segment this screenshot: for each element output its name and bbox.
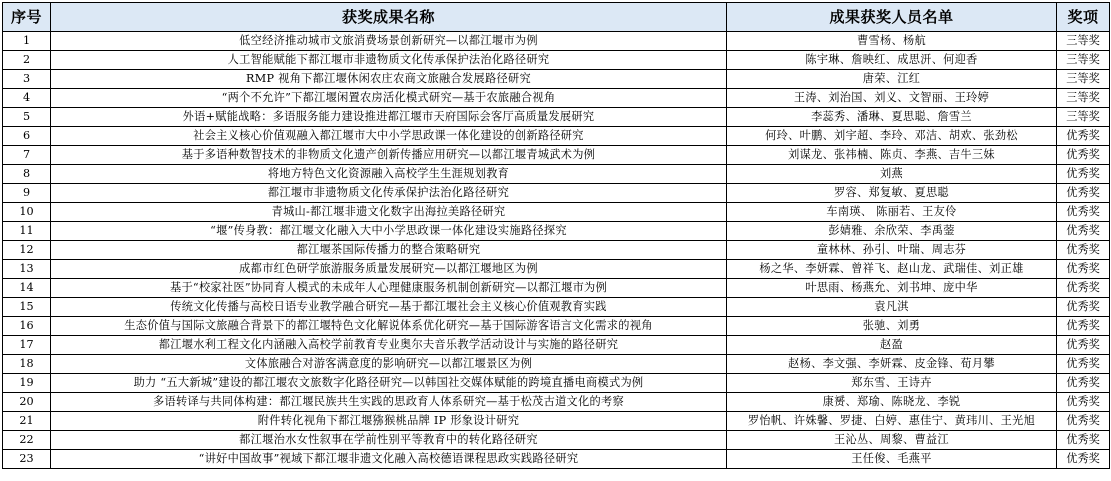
cell-people: 叶思雨、杨燕允、刘书坤、庞中华 <box>727 279 1057 298</box>
table-row <box>3 51 1110 70</box>
table-row <box>3 222 1110 241</box>
cell-title: 社会主义核心价值观融入都江堰市大中小学思政课一体化建设的创新路径研究 <box>51 127 727 146</box>
cell-no: 11 <box>3 222 51 241</box>
table-row <box>3 146 1110 165</box>
awards-table <box>2 2 1110 469</box>
cell-level: 优秀奖 <box>1057 355 1110 374</box>
cell-people: 王任俊、毛燕平 <box>727 450 1057 469</box>
cell-no: 8 <box>3 165 51 184</box>
cell-no: 23 <box>3 450 51 469</box>
cell-no: 5 <box>3 108 51 127</box>
cell-people: 罗怡帆、许姝馨、罗捷、白婷、惠佳宁、黄玮川、王光旭 <box>727 412 1057 431</box>
header-row <box>3 3 1110 32</box>
cell-people: 杨之华、李妍霖、曾祥飞、赵山龙、武瑞佳、刘正雄 <box>727 260 1057 279</box>
table-row <box>3 32 1110 51</box>
cell-title: 多语转译与共同体构建：都江堰民族共生实践的思政育人体系研究—基于松茂古道文化的考察 <box>51 393 727 412</box>
cell-level: 优秀奖 <box>1057 317 1110 336</box>
cell-no: 18 <box>3 355 51 374</box>
cell-level: 优秀奖 <box>1057 431 1110 450</box>
cell-people: 何玲、叶鹏、刘宇超、李玲、邓洁、胡欢、张劲松 <box>727 127 1057 146</box>
cell-people: 赵杨、李文强、李妍霖、皮金锋、荀月攀 <box>727 355 1057 374</box>
cell-level: 优秀奖 <box>1057 393 1110 412</box>
cell-level: 优秀奖 <box>1057 336 1110 355</box>
header-people: 成果获奖人员名单 <box>727 3 1057 32</box>
cell-title: 成都市红色研学旅游服务质量发展研究—以都江堰地区为例 <box>51 260 727 279</box>
cell-title: 都江堰治水女性叙事在学前性别平等教育中的转化路径研究 <box>51 431 727 450</box>
cell-people: 郑东雪、王诗卉 <box>727 374 1057 393</box>
cell-level: 三等奖 <box>1057 108 1110 127</box>
cell-no: 6 <box>3 127 51 146</box>
table-row <box>3 374 1110 393</box>
cell-no: 19 <box>3 374 51 393</box>
cell-level: 优秀奖 <box>1057 241 1110 260</box>
cell-people: 罗容、郑复敏、夏思聪 <box>727 184 1057 203</box>
cell-level: 优秀奖 <box>1057 450 1110 469</box>
cell-people: 曹雪杨、杨航 <box>727 32 1057 51</box>
cell-title: “讲好中国故事”视域下都江堰非遗文化融入高校德语课程思政实践路径研究 <box>51 450 727 469</box>
table-row <box>3 317 1110 336</box>
cell-level: 优秀奖 <box>1057 260 1110 279</box>
cell-people: 王沁丛、周黎、曹益江 <box>727 431 1057 450</box>
cell-no: 2 <box>3 51 51 70</box>
cell-no: 13 <box>3 260 51 279</box>
table-row <box>3 203 1110 222</box>
table-row <box>3 355 1110 374</box>
cell-no: 4 <box>3 89 51 108</box>
cell-no: 7 <box>3 146 51 165</box>
table-row <box>3 184 1110 203</box>
cell-level: 优秀奖 <box>1057 222 1110 241</box>
cell-no: 12 <box>3 241 51 260</box>
cell-people: 唐荣、江红 <box>727 70 1057 89</box>
cell-title: 外语+赋能战略：多语服务能力建设推进都江堰市天府国际会客厅高质量发展研究 <box>51 108 727 127</box>
cell-title: “堰”传身教：都江堰文化融入大中小学思政课一体化建设实施路径探究 <box>51 222 727 241</box>
cell-people: 刘燕 <box>727 165 1057 184</box>
cell-people: 康赟、郑瑜、陈晓龙、李锐 <box>727 393 1057 412</box>
cell-people: 刘谋龙、张祎楠、陈贞、李燕、吉牛三妹 <box>727 146 1057 165</box>
cell-level: 优秀奖 <box>1057 298 1110 317</box>
header-title: 获奖成果名称 <box>51 3 727 32</box>
cell-level: 优秀奖 <box>1057 279 1110 298</box>
cell-title: 都江堰市非遗物质文化传承保护法治化路径研究 <box>51 184 727 203</box>
table-row <box>3 241 1110 260</box>
cell-people: 陈宇琳、詹映红、成思汧、何迎香 <box>727 51 1057 70</box>
awards-document <box>2 2 1109 479</box>
cell-no: 15 <box>3 298 51 317</box>
cell-no: 21 <box>3 412 51 431</box>
cell-people: 彭婧雅、余欣荣、李禹蓥 <box>727 222 1057 241</box>
cell-level: 优秀奖 <box>1057 412 1110 431</box>
cell-people: 王涛、刘治国、刘义、文智丽、王玲婷 <box>727 89 1057 108</box>
cell-level: 优秀奖 <box>1057 203 1110 222</box>
table-row <box>3 298 1110 317</box>
cell-level: 优秀奖 <box>1057 184 1110 203</box>
cell-title: 附件转化视角下都江堰猕猴桃品牌 IP 形象设计研究 <box>51 412 727 431</box>
cell-level: 三等奖 <box>1057 51 1110 70</box>
cell-level: 三等奖 <box>1057 70 1110 89</box>
header-no: 序号 <box>3 3 51 32</box>
cell-no: 14 <box>3 279 51 298</box>
cell-title: 生态价值与国际文旅融合背景下的都江堰特色文化解说体系优化研究—基于国际游客语言文化需求的视角 <box>51 317 727 336</box>
cell-title: 助力 “五大新城”建设的都江堰农文旅数字化路径研究—以韩国社交媒体赋能的跨境直播电商模式为例 <box>51 374 727 393</box>
cell-title: “两个不允许”下都江堰闲置农房活化模式研究—基于农旅融合视角 <box>51 89 727 108</box>
table-row <box>3 336 1110 355</box>
cell-title: 将地方特色文化资源融入高校学生生涯规划教育 <box>51 165 727 184</box>
cell-no: 22 <box>3 431 51 450</box>
cell-no: 3 <box>3 70 51 89</box>
table-row <box>3 412 1110 431</box>
table-row <box>3 393 1110 412</box>
cell-level: 优秀奖 <box>1057 374 1110 393</box>
table-row <box>3 70 1110 89</box>
cell-no: 16 <box>3 317 51 336</box>
cell-people: 童林林、孙引、叶瑞、周志芬 <box>727 241 1057 260</box>
cell-people: 张驰、刘勇 <box>727 317 1057 336</box>
table-row <box>3 89 1110 108</box>
cell-level: 优秀奖 <box>1057 146 1110 165</box>
cell-level: 优秀奖 <box>1057 165 1110 184</box>
cell-no: 10 <box>3 203 51 222</box>
header-level: 奖项 <box>1057 3 1110 32</box>
cell-level: 三等奖 <box>1057 89 1110 108</box>
table-body <box>3 32 1110 469</box>
cell-no: 17 <box>3 336 51 355</box>
cell-title: RMP 视角下都江堰休闲农庄农商文旅融合发展路径研究 <box>51 70 727 89</box>
cell-people: 李蕊秀、潘琳、夏思聪、詹雪兰 <box>727 108 1057 127</box>
table-row <box>3 108 1110 127</box>
cell-title: 低空经济推动城市文旅消费场景创新研究—以都江堰市为例 <box>51 32 727 51</box>
table-row <box>3 165 1110 184</box>
cell-no: 20 <box>3 393 51 412</box>
table-row <box>3 127 1110 146</box>
cell-people: 车南瑛、 陈丽若、王友伶 <box>727 203 1057 222</box>
cell-title: 文体旅融合对游客满意度的影响研究—以都江堰景区为例 <box>51 355 727 374</box>
cell-no: 1 <box>3 32 51 51</box>
table-row <box>3 279 1110 298</box>
cell-title: 基于多语种数智技术的非物质文化遗产创新传播应用研究—以都江堰青城武术为例 <box>51 146 727 165</box>
cell-no: 9 <box>3 184 51 203</box>
cell-title: 人工智能赋能下都江堰市非遗物质文化传承保护法治化路径研究 <box>51 51 727 70</box>
cell-title: 基于“校家社医”协同育人模式的未成年人心理健康服务机制创新研究—以都江堰市为例 <box>51 279 727 298</box>
cell-title: 传统文化传播与高校日语专业教学融合研究—基于都江堰社会主义核心价值观教育实践 <box>51 298 727 317</box>
cell-title: 青城山-都江堰非遗文化数字出海拉美路径研究 <box>51 203 727 222</box>
cell-title: 都江堰水利工程文化内涵融入高校学前教育专业奥尔夫音乐教学活动设计与实施的路径研究 <box>51 336 727 355</box>
cell-people: 袁凡淇 <box>727 298 1057 317</box>
cell-level: 三等奖 <box>1057 32 1110 51</box>
cell-title: 都江堰茶国际传播力的整合策略研究 <box>51 241 727 260</box>
table-row <box>3 260 1110 279</box>
table-row <box>3 450 1110 469</box>
cell-level: 优秀奖 <box>1057 127 1110 146</box>
table-row <box>3 431 1110 450</box>
cell-people: 赵盈 <box>727 336 1057 355</box>
